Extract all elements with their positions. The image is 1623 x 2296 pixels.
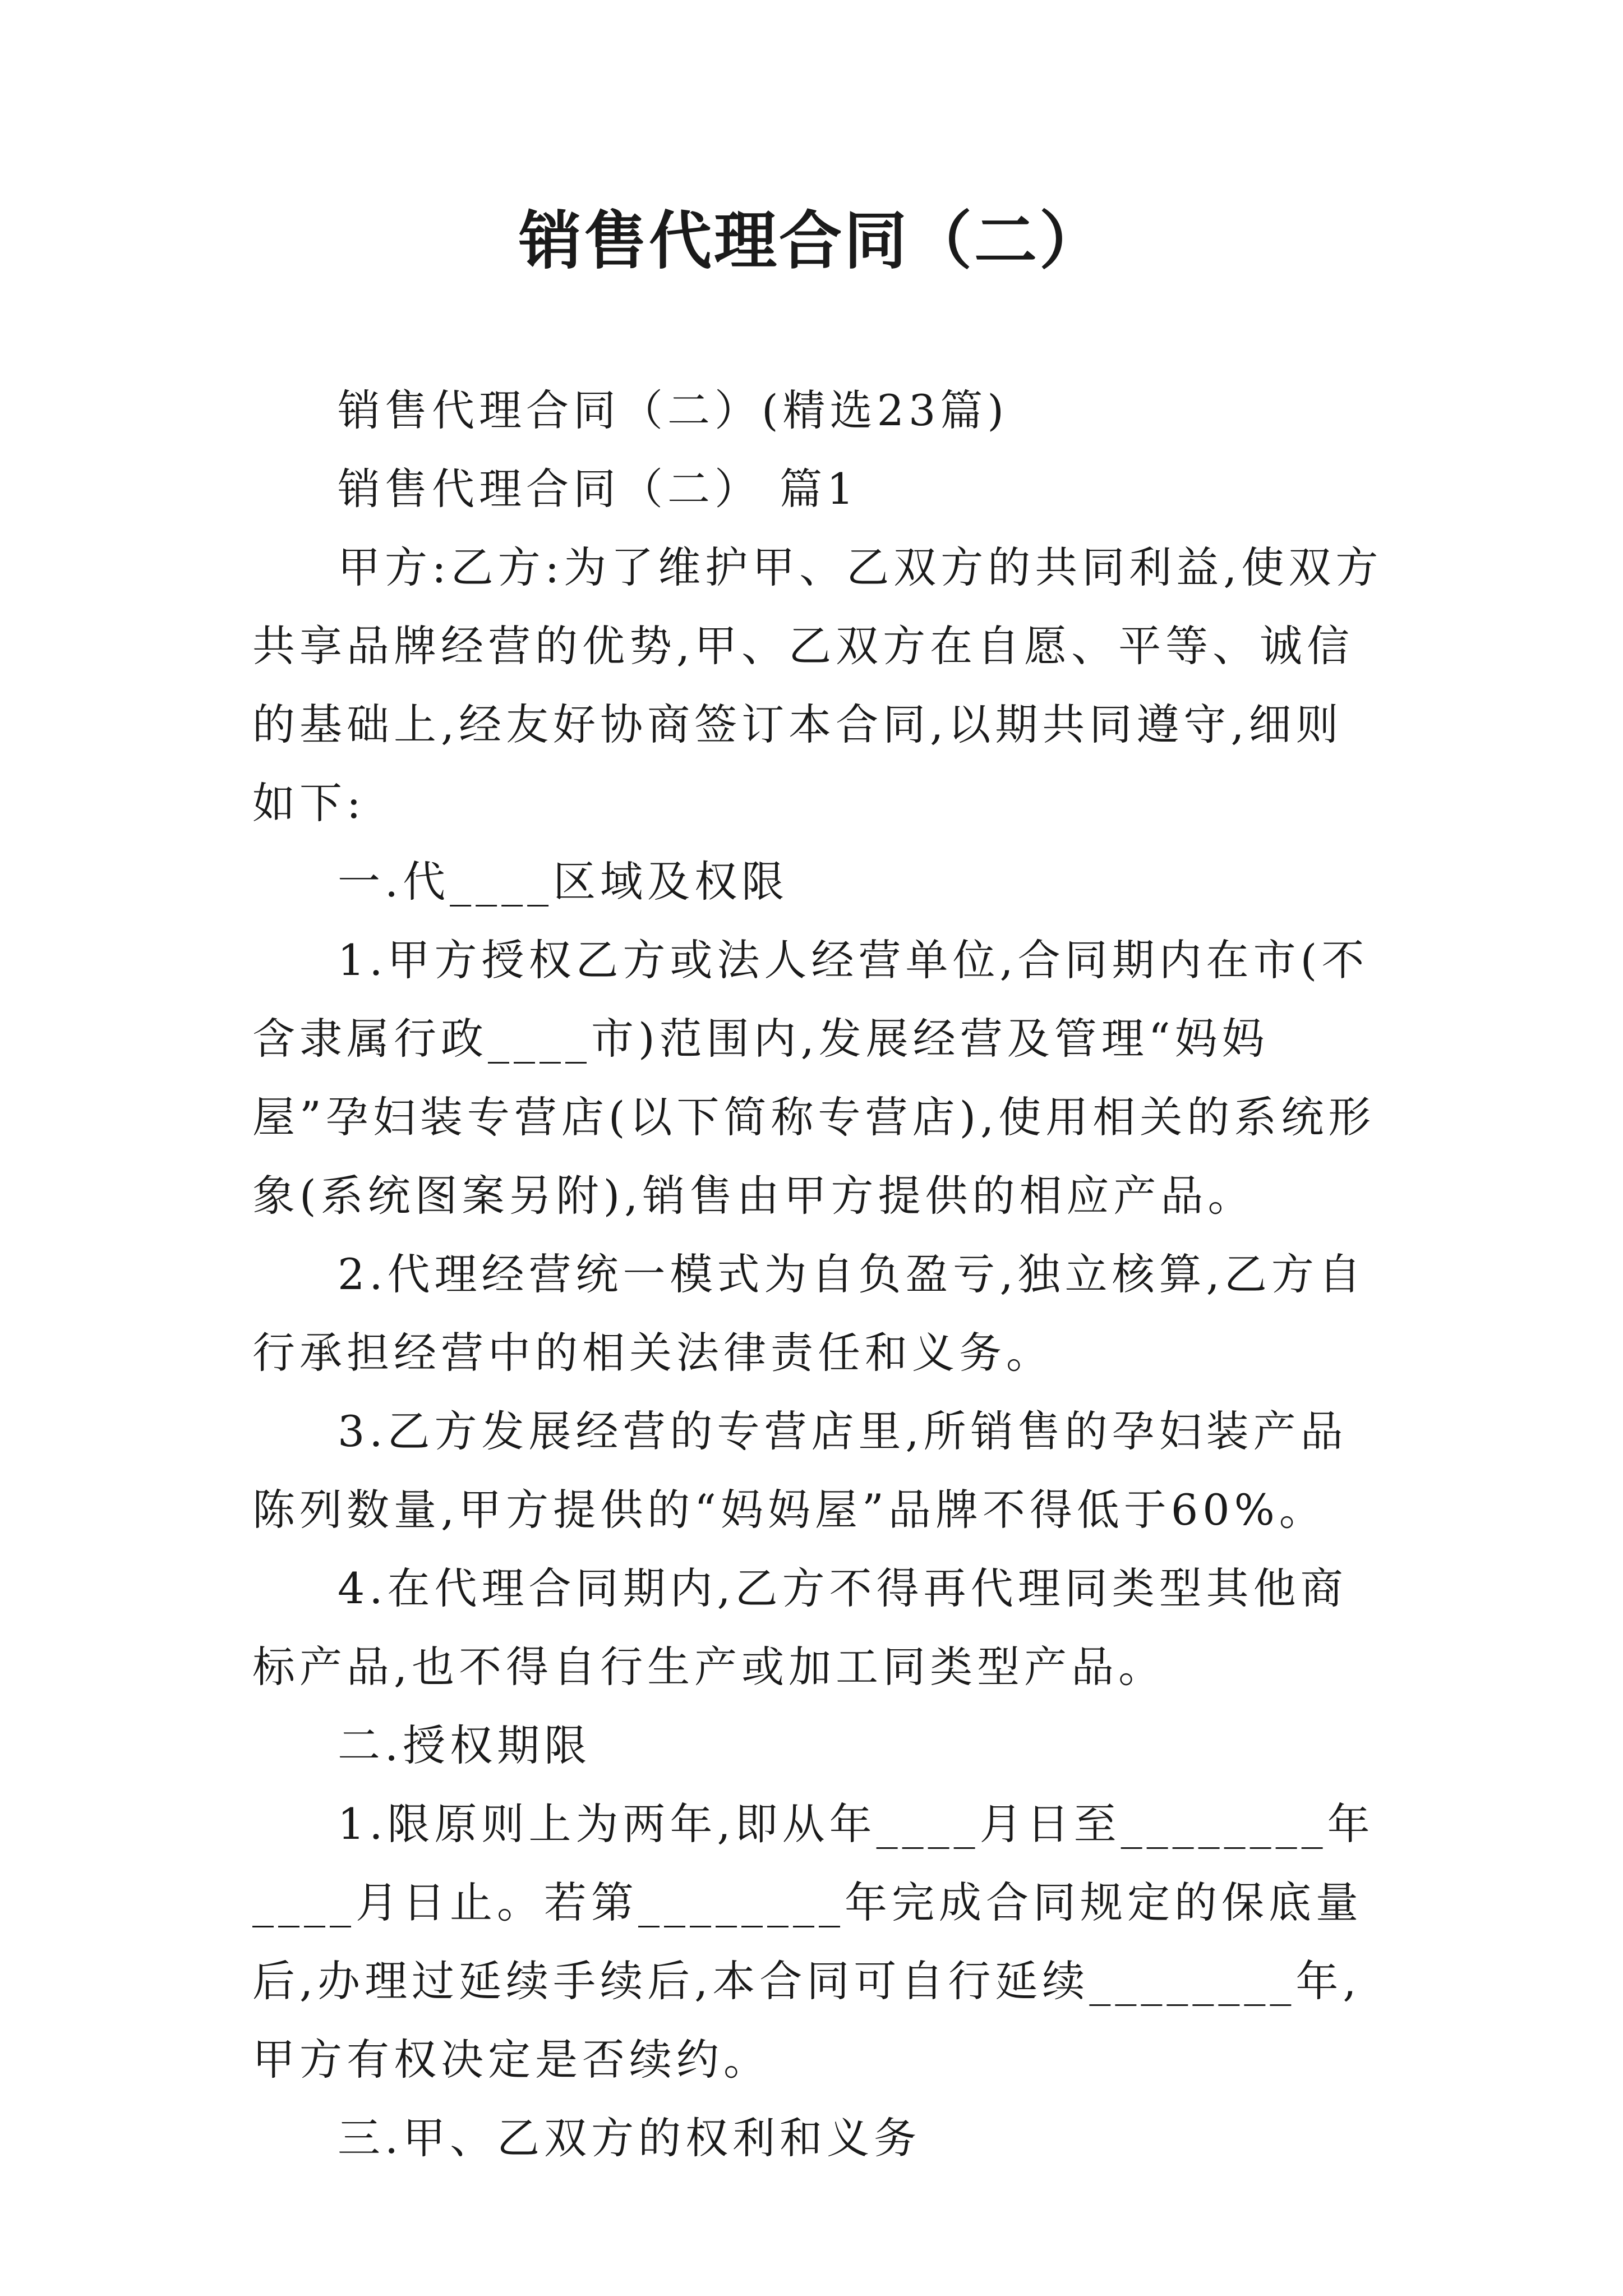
paragraph-chapter-heading: 销售代理合同（二） 篇1	[338, 464, 859, 514]
section-heading-3: 三.甲、乙双方的权利和义务	[338, 2113, 921, 2163]
document-title: 销售代理合同（二）	[519, 204, 1104, 278]
section-heading-1: 一.代____区域及权限	[338, 857, 789, 907]
clause-1-2: 2.代理经营统一模式为自负盈亏,独立核算,乙方自行承担经营中的相关法律责任和义务。	[252, 1249, 1366, 1378]
paragraph-subtitle: 销售代理合同（二）(精选23篇)	[338, 385, 1009, 435]
clause-1-1: 1.甲方授权乙方或法人经营单位,合同期内在市(不含隶属行政____市)范围内,发展经营及管理“妈妈屋”孕妇装专营店(以下简称专营店),使用相关的系统形象(系统图案另附),销售由甲方提供的相应产品。	[252, 935, 1376, 1221]
clause-1-4: 4.在代理合同期内,乙方不得再代理同类型其他商标产品,也不得自行生产或加工同类型产品。	[252, 1563, 1348, 1692]
document-body	[252, 371, 1385, 2178]
clause-1-3: 3.乙方发展经营的专营店里,所销售的孕妇装产品陈列数量,甲方提供的“妈妈屋”品牌不得低于60%。	[252, 1406, 1348, 1535]
section-heading-2: 二.授权期限	[338, 1720, 592, 1770]
paragraph-preamble: 甲方:乙方:为了维护甲、乙双方的共同利益,使双方共享品牌经营的优势,甲、乙双方在自愿、平等、诚信的基础上,经友好协商签订本合同,以期共同遵守,细则如下:	[252, 542, 1383, 828]
clause-2-1: 1.限原则上为两年,即从年____月日至________年____月日止。若第________年完成合同规定的保底量后,办理过延续手续后,本合同可自行延续________年,甲方有权决定是否续约。	[252, 1799, 1375, 2085]
